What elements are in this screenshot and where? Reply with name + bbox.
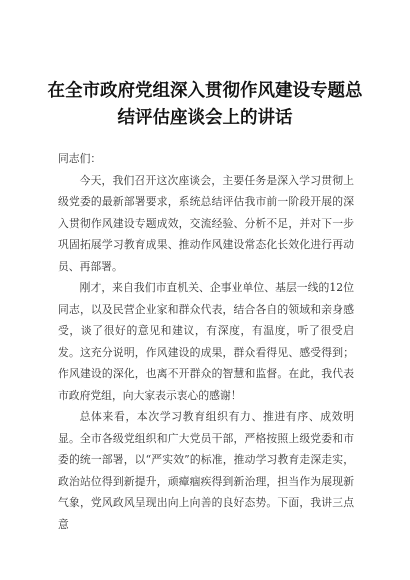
document-body xyxy=(58,148,354,535)
document-title: 在全市政府党组深入贯彻作风建设专题总结评估座谈会上的讲话 xyxy=(47,81,363,128)
paragraph-opening: 今天，我们召开这次座谈会，主要任务是深入学习贯彻上级党委的最新部署要求，系统总结评估我市前一阶段开展的深入贯彻作风建设专题成效，交流经验、分析不足，并对下一步巩固拓展学习教育成果、推动作风建设常态化长效化进行再动员、再部署。 xyxy=(58,173,354,273)
salutation: 同志们： xyxy=(58,152,102,165)
paragraph-feedback: 刚才，来自我们市直机关、企事业单位、基层一线的12位同志，以及民营企业家和群众代表，结合各自的领域和亲身感受，谈了很好的意见和建议，有深度，有温度，听了很受启发。这充分说明，作风建设的成果，群众看得见、感受得到；作风建设的深化，也离不开群众的智慧和监督。在此，我代表市政府党组，向大家表示衷心的感谢！ xyxy=(58,281,354,402)
paragraph-summary: 总体来看，本次学习教育组织有力、推进有序、成效明显。全市各级党组织和广大党员干部，严格按照上级党委和市委的统一部署，以“严实效”的标准，推动学习教育走深走实，政治站位得到新提升，顽瘴痼疾得到新治理，担当作为展现新气象，党风政风呈现出向上向善的良好态势。下面，我讲三点意 xyxy=(58,410,354,531)
